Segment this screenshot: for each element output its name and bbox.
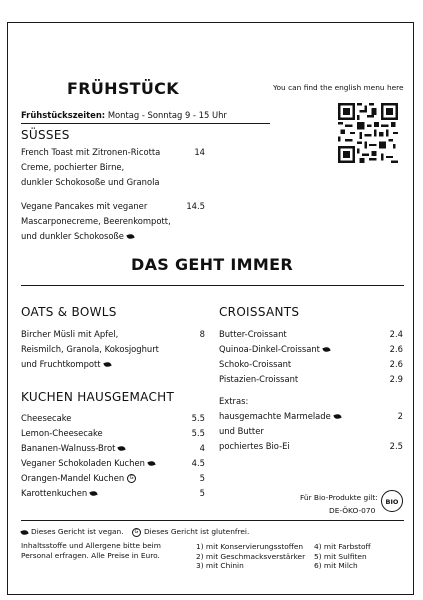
- sweet-item-2-line: und dunkler Schokosoße: [21, 231, 124, 241]
- bio-label: Für Bio-Produkte gilt:: [300, 493, 378, 502]
- croissant-item: [219, 372, 330, 387]
- bio-code: DE-ÖKO-070: [329, 506, 376, 515]
- croissant-price: 2.9: [389, 374, 403, 384]
- allergen-note-line: Personal erfragen. Alle Preise in Euro.: [21, 550, 160, 560]
- cake-name: Lemon-Cheesecake: [21, 428, 103, 438]
- hours-label: Frühstückszeiten:: [21, 110, 106, 120]
- always-rule: [21, 285, 404, 286]
- croissant-name: Schoko-Croissant: [219, 359, 292, 369]
- gluten-free-icon: G: [132, 528, 141, 537]
- sweet-item-1-price: 14: [194, 147, 205, 157]
- croissant-price: 2.4: [389, 329, 403, 339]
- croissant-list: [219, 327, 330, 387]
- allergen-note-line: Inhaltsstoffe und Allergene bitte beim: [21, 541, 161, 550]
- croissant-name: Quinoa-Dinkel-Croissant: [219, 344, 320, 354]
- extras-label: Extras:: [219, 396, 249, 406]
- cake-price: 5.5: [191, 428, 205, 438]
- cake-item: [21, 426, 155, 441]
- breakfast-title: FRÜHSTÜCK: [67, 79, 179, 98]
- bio-seal-icon: BIO: [381, 490, 403, 512]
- cake-item: [21, 456, 155, 471]
- extra-line: pochiertes Bio-Ei: [219, 441, 290, 451]
- breakfast-rule: [21, 123, 270, 124]
- legend-vegan: Dieses Gericht ist vegan.: [31, 527, 124, 536]
- vegan-leaf-icon: [147, 460, 155, 467]
- oats-item-1-line: Reismilch, Granola, Kokosjoghurt: [21, 344, 159, 354]
- sweet-item-2-line: Vegane Pancakes mit veganer: [21, 201, 148, 211]
- oats-heading: OATS & BOWLS: [21, 305, 117, 319]
- cake-price: 5: [199, 473, 205, 483]
- additive-item: 6) mit Milch: [314, 561, 358, 570]
- cakes-list: [21, 411, 155, 501]
- vegan-leaf-icon: [20, 528, 28, 535]
- vegan-leaf-icon: [118, 445, 126, 452]
- croissant-price: 2.6: [389, 344, 403, 354]
- sweet-item-2-line: Mascarponecreme, Beerenkompott,: [21, 216, 171, 226]
- sweet-heading: SÜSSES: [21, 128, 70, 142]
- sweet-item-1-line: dunkler Schokosoße und Granola: [21, 177, 160, 187]
- gluten-free-icon: G: [127, 474, 136, 483]
- vegan-leaf-icon: [322, 346, 330, 353]
- croissants-heading: CROISSANTS: [219, 305, 300, 319]
- extras-price-1: 2: [397, 411, 403, 421]
- cakes-heading: KUCHEN HAUSGEMACHT: [21, 390, 175, 404]
- sweet-item-1-line: French Toast mit Zitronen-Ricotta: [21, 147, 161, 157]
- allergen-note: [21, 541, 161, 560]
- cake-name: Veganer Schokoladen Kuchen: [21, 458, 145, 468]
- croissant-item: [219, 357, 330, 372]
- cake-name: Cheesecake: [21, 413, 72, 423]
- extra-line: und Butter: [219, 426, 264, 436]
- qr-caption: You can find the english menu here: [273, 83, 404, 92]
- croissant-item: [219, 327, 330, 342]
- oats-item-1-price: 8: [199, 329, 205, 339]
- cake-name: Bananen-Walnuss-Brot: [21, 443, 116, 453]
- sweet-item-1-line: Creme, pochierter Birne,: [21, 162, 125, 172]
- vegan-leaf-icon: [90, 490, 98, 497]
- hours-value: Montag - Sonntag 9 - 15 Uhr: [107, 110, 227, 120]
- oats-item-1-line: und Fruchtkompott: [21, 359, 101, 369]
- cake-item: [21, 441, 155, 456]
- cake-price: 5.5: [191, 413, 205, 423]
- footer-rule: [21, 520, 404, 521]
- vegan-leaf-icon: [126, 233, 134, 240]
- legend-gf: Dieses Gericht ist glutenfrei.: [143, 527, 250, 536]
- additive-item: 4) mit Farbstoff: [314, 542, 371, 551]
- croissant-prices: [381, 327, 403, 387]
- cake-prices: [185, 411, 205, 501]
- cake-name: Karottenkuchen: [21, 488, 88, 498]
- legend-row: [21, 527, 249, 537]
- additives-left: [196, 542, 305, 571]
- additive-item: 1) mit Konservierungsstoffen: [196, 542, 304, 551]
- croissant-price: 2.6: [389, 359, 403, 369]
- extras-list: [219, 409, 341, 454]
- additive-item: 2) mit Geschmacksverstärker: [196, 551, 306, 561]
- cake-item: [21, 471, 155, 486]
- extra-line: hausgemachte Marmelade: [219, 411, 331, 421]
- croissant-item: [219, 342, 330, 357]
- always-title: DAS GEHT IMMER: [131, 255, 293, 274]
- qr-code-icon[interactable]: [338, 103, 398, 163]
- additive-item: 5) mit Sulfiten: [314, 551, 367, 561]
- cake-price: 4.5: [191, 458, 205, 468]
- cake-price: 4: [199, 443, 205, 453]
- additives-right: [314, 542, 371, 571]
- oats-item-1-line: Bircher Müsli mit Apfel,: [21, 329, 119, 339]
- extras-price-2: 2.5: [389, 441, 403, 451]
- additive-item: 3) mit Chinin: [196, 561, 244, 570]
- cake-item: [21, 486, 155, 501]
- breakfast-hours: [21, 108, 227, 123]
- cake-item: [21, 411, 155, 426]
- croissant-name: Pistazien-Croissant: [219, 374, 299, 384]
- oats-item-1: [21, 327, 159, 372]
- cake-price: 5: [199, 488, 205, 498]
- croissant-name: Butter-Croissant: [219, 329, 287, 339]
- sweet-item-2-price: 14.5: [186, 201, 205, 211]
- vegan-leaf-icon: [333, 413, 341, 420]
- vegan-leaf-icon: [103, 361, 111, 368]
- cake-name: Orangen-Mandel Kuchen: [21, 473, 125, 483]
- sweet-item-2: [21, 199, 171, 244]
- sweet-item-1: [21, 145, 160, 190]
